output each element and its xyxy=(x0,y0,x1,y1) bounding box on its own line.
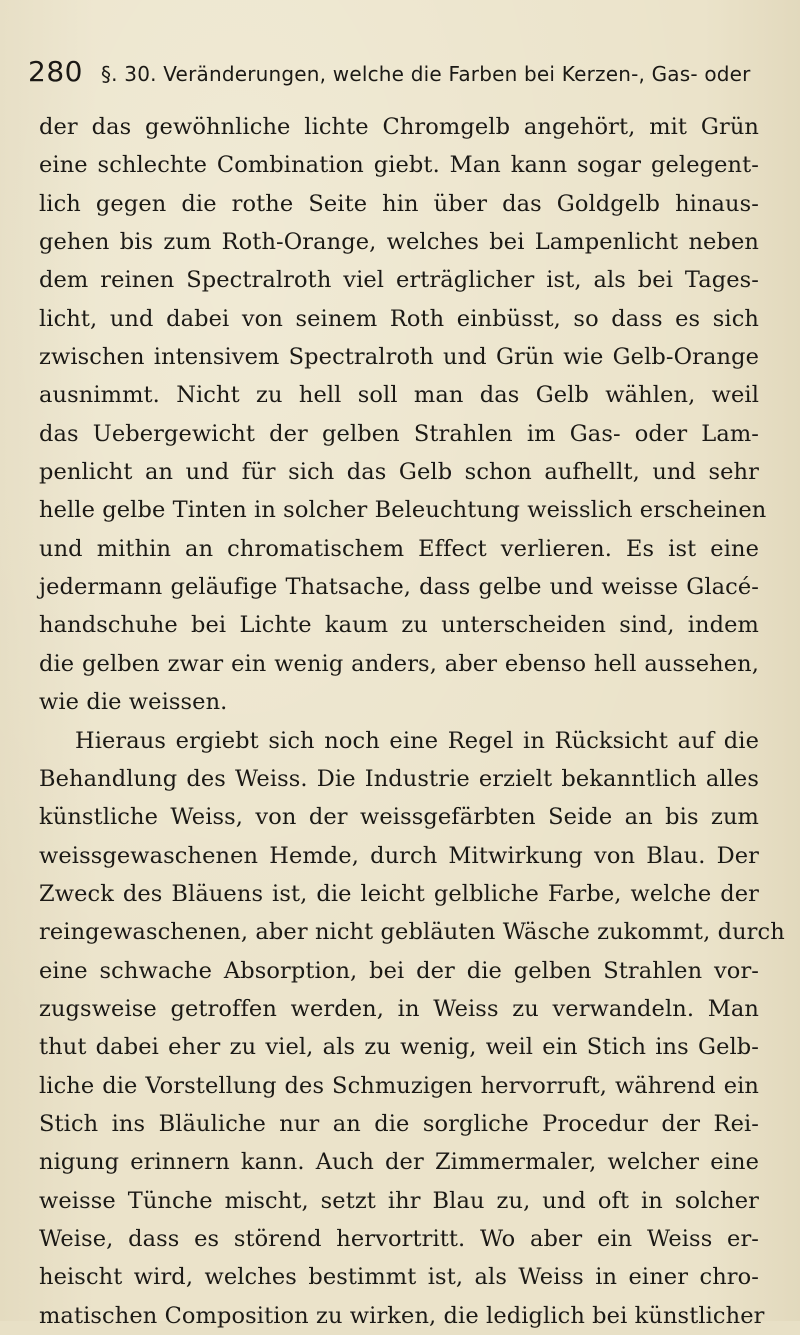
text-line: penlicht an und für sich das Gelb schon aufhellt, und sehr xyxy=(39,453,759,491)
text-line: weissgewaschenen Hemde, durch Mitwirkung von Blau. Der xyxy=(39,837,759,875)
text-line: licht, und dabei von seinem Roth einbüsst, so dass es sich xyxy=(39,300,759,338)
text-line: eine schlechte Combination giebt. Man kann sogar gelegent- xyxy=(39,146,759,184)
body-text xyxy=(39,108,759,1335)
text-line: die gelben zwar ein wenig anders, aber ebenso hell aussehen, xyxy=(39,645,759,683)
text-line: Hieraus ergiebt sich noch eine Regel in Rücksicht auf die xyxy=(39,722,759,760)
text-line: eine schwache Absorption, bei der die gelben Strahlen vor- xyxy=(39,952,759,990)
text-line: jedermann geläufige Thatsache, dass gelbe und weisse Glacé- xyxy=(39,568,759,606)
text-line: helle gelbe Tinten in solcher Beleuchtung weisslich erscheinen xyxy=(39,491,759,529)
text-line: reingewaschenen, aber nicht gebläuten Wäsche zukommt, durch xyxy=(39,913,759,951)
text-line: ausnimmt. Nicht zu hell soll man das Gelb wählen, weil xyxy=(39,376,759,414)
text-line: zwischen intensivem Spectralroth und Grün wie Gelb-Orange xyxy=(39,338,759,376)
text-line: nigung erinnern kann. Auch der Zimmermaler, welcher eine xyxy=(39,1143,759,1181)
text-line: Stich ins Bläuliche nur an die sorgliche Procedur der Rei- xyxy=(39,1105,759,1143)
text-line: künstliche Weiss, von der weissgefärbten Seide an bis zum xyxy=(39,798,759,836)
text-line: heischt wird, welches bestimmt ist, als Weiss in einer chro- xyxy=(39,1258,759,1296)
paragraph-2 xyxy=(39,722,759,1335)
text-line: thut dabei eher zu viel, als zu wenig, weil ein Stich ins Gelb- xyxy=(39,1028,759,1066)
text-line: und mithin an chromatischem Effect verlieren. Es ist eine xyxy=(39,530,759,568)
text-line: matischen Composition zu wirken, die lediglich bei künstlicher xyxy=(39,1297,759,1335)
text-line: zugsweise getroffen werden, in Weiss zu verwandeln. Man xyxy=(39,990,759,1028)
text-line: handschuhe bei Lichte kaum zu unterscheiden sind, indem xyxy=(39,606,759,644)
text-line: dem reinen Spectralroth viel erträglicher ist, als bei Tages- xyxy=(39,261,759,299)
paragraph-1 xyxy=(39,108,759,722)
text-line: weisse Tünche mischt, setzt ihr Blau zu, und oft in solcher xyxy=(39,1182,759,1220)
text-line: wie die weissen. xyxy=(39,683,759,721)
text-line: liche die Vorstellung des Schmuzigen hervorruft, während ein xyxy=(39,1067,759,1105)
text-line: der das gewöhnliche lichte Chromgelb angehört, mit Grün xyxy=(39,108,759,146)
text-line: das Uebergewicht der gelben Strahlen im Gas- oder Lam- xyxy=(39,415,759,453)
page-header xyxy=(28,55,778,95)
text-line: Weise, dass es störend hervortritt. Wo aber ein Weiss er- xyxy=(39,1220,759,1258)
text-line: gehen bis zum Roth-Orange, welches bei Lampenlicht neben xyxy=(39,223,759,261)
running-head: §. 30. Veränderungen, welche die Farben bei Kerzen-, Gas- oder xyxy=(101,62,751,86)
text-line: Zweck des Bläuens ist, die leicht gelbliche Farbe, welche der xyxy=(39,875,759,913)
text-line: lich gegen die rothe Seite hin über das Goldgelb hinaus- xyxy=(39,185,759,223)
text-line: Behandlung des Weiss. Die Industrie erzielt bekanntlich alles xyxy=(39,760,759,798)
page-number: 280 xyxy=(28,55,83,88)
